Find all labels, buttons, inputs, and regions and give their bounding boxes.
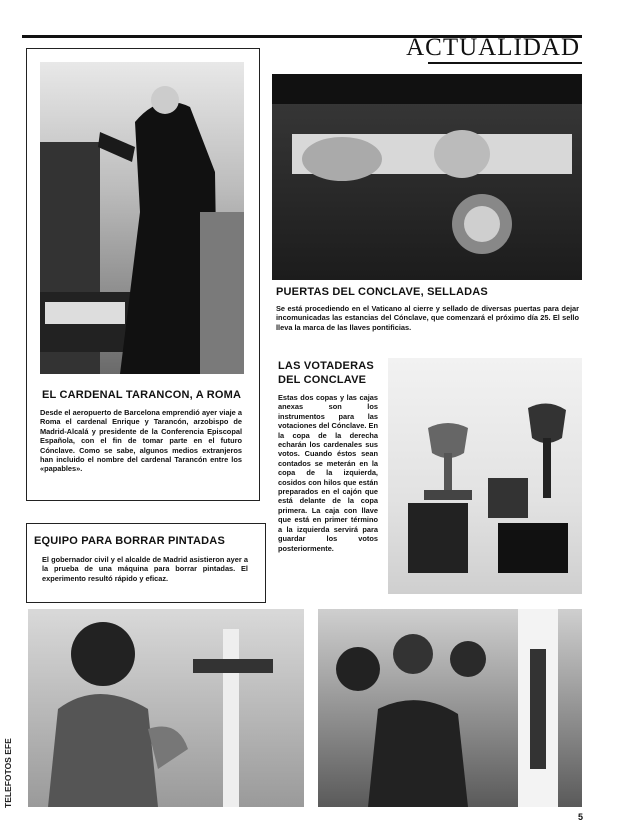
page-number: 5: [578, 812, 584, 822]
votaderas-body: Estas dos copas y las cajas anexas son los instrumentos para las votaciones del Cónclave. En la copa de la derecha echarán los cardenales sus votos. Cuando éstos sean contados se meterán en la copa de la izquierda, cosidos con hilos que están preparados en el cajón que está delante de la copa primera. La caja con llave que está en primer término a la izquierda servirá para guardar los votos posteriormente.: [278, 393, 378, 553]
votaderas-headline-line1: LAS VOTADERAS: [278, 360, 374, 372]
votaderas-headline-line2: DEL CONCLAVE: [278, 374, 367, 386]
pintadas-photo-left: [28, 609, 304, 807]
puertas-body: Se está procediendo en el Vaticano al cierre y sellado de diversas puertas para dejar incomunicadas las estancias del Cónclave, que comenzará el próximo día 25. El sello lleva la marca de las llaves pontificias.: [276, 304, 579, 332]
puertas-photo: [272, 74, 582, 280]
tarancon-headline: EL CARDENAL TARANCON, A ROMA: [42, 389, 242, 401]
pintadas-photo-right: [318, 609, 582, 807]
header-rule-bottom: [428, 62, 582, 64]
tarancon-photo: [40, 62, 244, 374]
section-title: ACTUALIDAD: [406, 34, 580, 61]
tarancon-body: Desde el aeropuerto de Barcelona emprendió ayer viaje a Roma el cardenal Enrique y Tarancón, arzobispo de Madrid-Alcalá y presidente de la Conferencia Episcopal Española, con el fin de tomar parte en el futuro Cónclave. Como se sabe, algunos medios extranjeros han incluido el nombre del cardenal Tarancón entre los «papables».: [40, 408, 242, 474]
puertas-headline: PUERTAS DEL CONCLAVE, SELLADAS: [276, 286, 488, 298]
photo-credit: TELEFOTOS EFE: [3, 738, 13, 808]
votaderas-photo: [388, 358, 582, 594]
pintadas-headline: EQUIPO PARA BORRAR PINTADAS: [34, 535, 225, 547]
pintadas-body: El gobernador civil y el alcalde de Madrid asistieron ayer a la prueba de una máquina para borrar pintadas. El experimento resultó rápido y eficaz.: [42, 555, 248, 583]
